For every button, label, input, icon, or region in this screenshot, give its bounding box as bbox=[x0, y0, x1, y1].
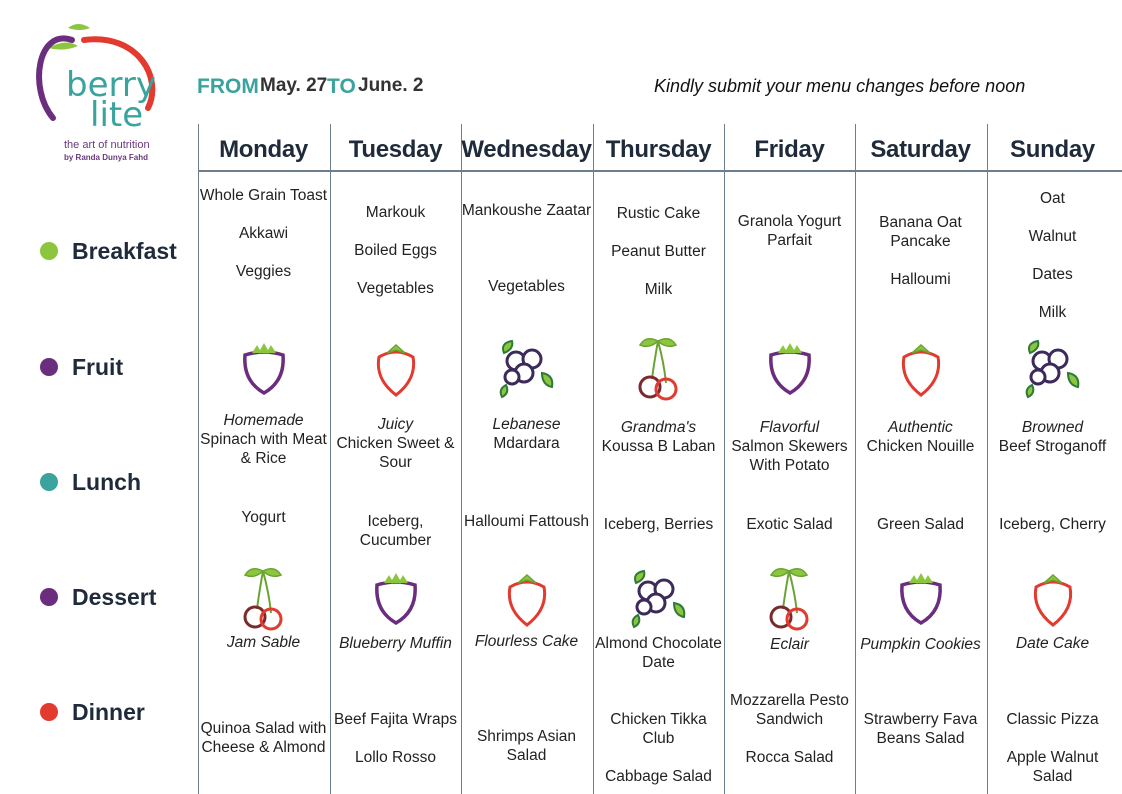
dessert-cell bbox=[198, 633, 329, 652]
dinner-cell bbox=[461, 727, 592, 765]
dinner-cell bbox=[855, 710, 986, 748]
lunch-main-cell bbox=[593, 418, 724, 456]
dessert-cell bbox=[855, 635, 986, 654]
lunch-main-cell bbox=[461, 415, 592, 453]
lunch-dish: Spinach with Meat & Rice bbox=[200, 431, 327, 467]
row-dot bbox=[40, 703, 58, 721]
menu-item: Mankoushe Zaatar bbox=[461, 202, 592, 219]
dessert-name: Pumpkin Cookies bbox=[860, 636, 981, 653]
lunch-dish: Koussa B Laban bbox=[601, 438, 716, 455]
date-from: May. 27 bbox=[260, 75, 328, 96]
spacer bbox=[593, 261, 724, 280]
row-label-text: Dinner bbox=[72, 698, 145, 725]
day-header: Monday bbox=[219, 136, 308, 163]
header-divider bbox=[198, 170, 1122, 172]
menu-item: Walnut bbox=[1028, 228, 1077, 245]
lunch-side-cell: Iceberg, Berries bbox=[603, 516, 714, 533]
menu-item: Vegetables bbox=[357, 280, 434, 297]
dessert-cell bbox=[330, 634, 461, 653]
lunch-main-cell bbox=[855, 418, 986, 456]
menu-item: Banana Oat Pancake bbox=[879, 214, 962, 250]
spacer bbox=[724, 729, 855, 748]
grapes-icon bbox=[492, 333, 562, 403]
row-label-text: Lunch bbox=[72, 468, 141, 495]
dessert-name: Blueberry Muffin bbox=[339, 635, 452, 652]
menu-item: Boiled Eggs bbox=[354, 242, 437, 259]
lunch-main-cell bbox=[987, 418, 1118, 456]
lunch-dish: Chicken Sweet & Sour bbox=[336, 435, 455, 471]
day-header: Friday bbox=[754, 136, 825, 163]
lunch-main-cell bbox=[330, 415, 461, 472]
lunch-side-cell: Exotic Salad bbox=[746, 516, 833, 533]
day-header: Sunday bbox=[1010, 136, 1095, 163]
spacer bbox=[330, 729, 461, 748]
fig-icon bbox=[755, 333, 825, 403]
dessert-name: Eclair bbox=[770, 636, 809, 653]
spacer bbox=[987, 208, 1118, 227]
lunch-adjective: Homemade bbox=[223, 412, 304, 429]
spacer bbox=[330, 260, 461, 279]
menu-item: Rocca Salad bbox=[745, 749, 834, 766]
grapes-icon bbox=[624, 563, 694, 633]
spacer bbox=[461, 220, 592, 239]
dinner-cell bbox=[330, 710, 461, 767]
menu-item: Milk bbox=[644, 281, 673, 298]
lunch-adjective: Authentic bbox=[888, 419, 953, 436]
strawberry-icon bbox=[1018, 563, 1088, 633]
menu-item: Mozzarella Pesto Sandwich bbox=[730, 692, 849, 728]
dinner-cell bbox=[198, 719, 329, 757]
row-dot bbox=[40, 358, 58, 376]
menu-item: Markouk bbox=[365, 204, 426, 221]
dinner-cell bbox=[987, 710, 1118, 786]
menu-item: Beef Fajita Wraps bbox=[334, 711, 457, 728]
to-label: TO bbox=[327, 75, 356, 98]
menu-item: Cabbage Salad bbox=[605, 768, 712, 785]
dessert-name: Almond Chocolate Date bbox=[595, 635, 722, 671]
dessert-name: Date Cake bbox=[1015, 635, 1090, 652]
fig-icon bbox=[229, 333, 299, 403]
lunch-side-cell: Halloumi Fattoush bbox=[464, 513, 589, 530]
from-label: FROM bbox=[197, 75, 259, 98]
row-label-fruit bbox=[40, 354, 123, 380]
lunch-adjective: Flavorful bbox=[759, 419, 820, 436]
menu-item: Veggies bbox=[235, 263, 292, 280]
menu-item: Rustic Cake bbox=[616, 205, 701, 222]
lunch-side-cell: Iceberg, Cucumber bbox=[359, 513, 432, 549]
lunch-adjective: Lebanese bbox=[492, 416, 561, 433]
lunch-adjective: Grandma's bbox=[620, 419, 697, 436]
menu-item: Peanut Butter bbox=[611, 243, 706, 260]
menu-item: Halloumi bbox=[890, 271, 951, 288]
breakfast-cell bbox=[330, 203, 461, 298]
breakfast-cell bbox=[461, 201, 592, 296]
lunch-dish: Beef Stroganoff bbox=[998, 438, 1107, 455]
spacer bbox=[987, 729, 1118, 748]
lunch-adjective: Juicy bbox=[377, 416, 414, 433]
row-label-lunch bbox=[40, 469, 141, 495]
spacer bbox=[461, 258, 592, 277]
dinner-cell bbox=[724, 691, 855, 767]
row-label-dinner bbox=[40, 699, 145, 725]
day-header: Tuesday bbox=[348, 136, 443, 163]
lunch-side-cell: Iceberg, Cherry bbox=[999, 516, 1106, 533]
date-to: June. 2 bbox=[358, 75, 424, 96]
menu-item: Dates bbox=[1032, 266, 1073, 283]
dessert-name: Jam Sable bbox=[226, 634, 301, 651]
strawberry-icon bbox=[886, 333, 956, 403]
spacer bbox=[461, 239, 592, 258]
spacer bbox=[330, 222, 461, 241]
lunch-dish: Mdardara bbox=[493, 435, 560, 452]
menu-item: Oat bbox=[1040, 190, 1065, 207]
logo-word1: berry bbox=[66, 65, 156, 105]
lunch-adjective: Browned bbox=[1021, 419, 1084, 436]
fig-icon bbox=[361, 563, 431, 633]
row-label-text: Breakfast bbox=[72, 237, 177, 264]
lunch-side-cell: Yogurt bbox=[241, 509, 286, 526]
spacer bbox=[987, 284, 1118, 303]
day-header: Saturday bbox=[870, 136, 971, 163]
fig-icon bbox=[886, 563, 956, 633]
spacer bbox=[198, 243, 329, 262]
menu-item: Lollo Rosso bbox=[355, 749, 436, 766]
dessert-cell bbox=[724, 635, 855, 654]
row-label-text: Fruit bbox=[72, 353, 124, 380]
lunch-side-cell: Green Salad bbox=[876, 516, 965, 533]
dessert-name: Flourless Cake bbox=[474, 633, 579, 650]
menu-item: Strawberry Fava Beans Salad bbox=[863, 711, 978, 747]
lunch-main-cell bbox=[724, 418, 855, 475]
submission-note: Kindly submit your menu changes before noon bbox=[654, 76, 1026, 96]
breakfast-cell bbox=[593, 204, 724, 299]
logo-byline: by Randa Dunya Fahd bbox=[64, 153, 149, 162]
strawberry-icon bbox=[492, 563, 562, 633]
row-label-text: Dessert bbox=[72, 583, 157, 610]
spacer bbox=[593, 223, 724, 242]
cherry-icon bbox=[229, 563, 299, 633]
row-label-breakfast bbox=[40, 238, 177, 264]
row-dot bbox=[40, 242, 58, 260]
menu-item: Vegetables bbox=[488, 278, 565, 295]
row-dot bbox=[40, 473, 58, 491]
menu-item: Akkawi bbox=[238, 225, 289, 242]
menu-item: Chicken Tikka Club bbox=[610, 711, 707, 747]
day-header: Wednesday bbox=[461, 136, 592, 163]
cherry-icon bbox=[755, 563, 825, 633]
grapes-icon bbox=[1018, 333, 1088, 403]
day-header: Thursday bbox=[605, 136, 712, 163]
logo-tagline: the art of nutrition bbox=[64, 139, 150, 151]
breakfast-cell bbox=[198, 186, 329, 281]
lunch-main-cell bbox=[198, 411, 329, 468]
row-dot bbox=[40, 588, 58, 606]
lunch-dish: Salmon Skewers With Potato bbox=[731, 438, 848, 474]
dessert-cell bbox=[461, 632, 592, 651]
row-label-dessert bbox=[40, 584, 156, 610]
strawberry-icon bbox=[361, 333, 431, 403]
spacer bbox=[593, 748, 724, 767]
spacer bbox=[198, 205, 329, 224]
cherry-icon bbox=[624, 333, 694, 403]
menu-item: Quinoa Salad with Cheese & Almond bbox=[200, 720, 327, 756]
logo-word2: lite bbox=[90, 95, 144, 135]
dessert-cell bbox=[593, 634, 724, 672]
breakfast-cell bbox=[987, 189, 1118, 322]
menu-item: Granola Yogurt Parfait bbox=[737, 213, 842, 249]
spacer bbox=[855, 251, 986, 270]
menu-item: Apple Walnut Salad bbox=[1006, 749, 1099, 785]
lunch-dish: Chicken Nouille bbox=[866, 438, 975, 455]
spacer bbox=[987, 246, 1118, 265]
breakfast-cell bbox=[724, 212, 855, 250]
menu-item: Classic Pizza bbox=[1006, 711, 1099, 728]
breakfast-cell bbox=[855, 213, 986, 289]
menu-item: Whole Grain Toast bbox=[199, 187, 328, 204]
menu-item: Milk bbox=[1038, 304, 1067, 321]
dessert-cell bbox=[987, 634, 1118, 653]
menu-item: Shrimps Asian Salad bbox=[476, 728, 577, 764]
dinner-cell bbox=[593, 710, 724, 786]
